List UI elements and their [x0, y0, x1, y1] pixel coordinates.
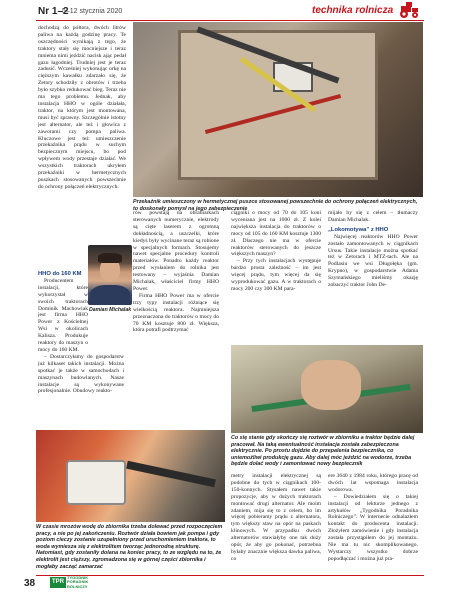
issue-number: Nr 1–2 [38, 6, 69, 17]
paragraph: dochodzą do półtora, dwóch litrów paliwa na każdą godzinę pracy. Te oszczędności wynikają z tego, że traktory stały się mocniejsze i teraz mniema nimi jeździć nacisk ając pedał gazu łagodniej. Trudniej jest je teraz zadusić. Wcześniej wykonując orkę na cięższym kawałku zdarzało się, że Zetory schodziły z obrotów i trzeba było szybko redukować bieg. Teraz nie ma tego problemu. Jednak, aby instalacja HHO w ogóle działała, traktor, na którym jest montowana, musi być sprawny. Szczególnie istotny jest alternator, ale też i głowica z zaworami czy pompa paliwa. Kluczowe jest też umieszczenie przekaźnika prądu w suchym bezpiecznym miejscu, bo pod wpływem wody przestaje działać. We wszystkich traktorach ukryłem przekaźniki w hermetycznych puszkach stosowanych powszechnie do ochrony połączeń elektrycznych. [38, 25, 126, 190]
paragraph: Firma HHO Power ma w ofercie trzy typy instalacji różniące się wielkością reaktora. Najmniejsza przeznaczona do traktorów o mocy do 70 KM kosztuje 800 zł. Większa, która potrafi podtrzymać [133, 292, 219, 334]
paragraph: mijało by się z celem – tłumaczy Damian Michalak. [328, 210, 418, 223]
photo3-caption: W czasie mrozów wodę do zbiornika trzeba dolewać przed rozpoczęciem pracy, a nie po jej zakończeniu. Roztwór działa bowiem jak pompa i gdy poziom cieczy zostanie uzupełniony przed uruchomieniem traktora, to woda wymiesza się z elektrolitem tworząc jednorodną strukturę. Natomiast, gdy zostaniły dolana na koniec pracy, to ze względu na to, że elektrolit jest cięższy, zgromadzona się w górnej części zbiornika i mogłaby zacząć zamarzać [36, 524, 223, 570]
article-column-4 [328, 210, 418, 342]
portrait-caption: Damian Michalak [89, 307, 132, 313]
relay-box-photo [133, 22, 423, 197]
photo1-caption: Przekaźnik umieszczony w hermetycznej puszce stosowanej powszechnie do ochrony połączeń elektrycznych, to doskonały pomysł na jego zabezpieczenie [133, 199, 418, 212]
paragraph: – Przy tych instalacjach występuje bardzo prosta zależność – im jest więcej prądu, tym więcej da się wyprodukować gazu. A w traktorach o mocy 200 czy 300 KM para- [231, 258, 321, 292]
page-number: 38 [24, 578, 36, 589]
paragraph: Producentem instalacji, które wykorzystał w swoich traktorach Dominik Machowiak jest firma HHO Power z Kościelnej Wsi w okolicach Kalisza. Produkuje reaktory do maszyn o mocy do 160 KM. [38, 277, 88, 353]
paragraph: rów powstają na obrabiarkach sterowanych numerycznie, elektrody są cięte laserem z ogromną dokładnością, a uszczelki, które kiedyś były wycinane teraz są robione w specjalnych formach. Stosujemy nawet specjalne procedury kontroli materiałów. Ponadto każdy reaktor przed wysłaniem do rolnika jest testowany – wyjaśnia Damian Michalak, właściciel firmy HHO Power. [133, 210, 219, 292]
subheading-hho: HHO do 160 KM [38, 271, 82, 277]
tractor-icon [398, 1, 420, 19]
paragraph: Najwięcej reaktorów HHO Power zostało zamontowanych w ciągnikach Ursus. Takie instalacje można spotkać też w Zetorach i MTZ-tach. Ale na Podlasiu we wsi Długołęka (gm. Krypno), w gospodarstwie Adama Szymańskiego mieliśmy okazję zobaczyć traktor John De- [328, 233, 418, 289]
article-column-1 [38, 25, 126, 270]
article-column-1-lower [38, 268, 124, 400]
section-title: technika rolnicza [312, 5, 394, 16]
paragraph: – Dostarczyłamy do gospodarstw już kilkaset takich instalacji. Można spotkać je także w samochodach i maszynach budowlanych. Nasze instalacje są wykonywane profesjonalnie. Obudowy reakto- [38, 353, 124, 395]
subheading-lokomotywa: „Lokomotywa” z HHO [328, 226, 389, 233]
paragraph: ciągniki o mocy od 70 do 105 koni wyceniana jest na 1000 zł. Z kolei największa instalacja do traktorów o mocy od 105 do 160 KM kosztuje 1300 zł. Dlaczego nie ma w ofercie reaktorów sterowanych do jeszcze większych maszyn? [231, 210, 321, 258]
water-tank-photo [231, 345, 423, 433]
engine-tank-photo [36, 430, 225, 522]
article-column-3-lower [231, 473, 321, 573]
issue-date: 5–12 stycznia 2020 [62, 8, 123, 15]
paragraph: – Dowiedziałem się o takiej instalacji od lekturze jednego z artykułów „Tygodnika Poradnika Rolniczego”. W internecie odnalazłem kontakt do producenta instalacji. Złożyłem zamówienie i gdy instalacja została przystąpiłem do jej montażu. Nie ma tu nic skomplikowanego. Wystarczy wszystko dobrze popodłączać i można już pra- [328, 493, 418, 562]
article-column-4-lower [328, 473, 418, 573]
tpr-logo: TPR [50, 577, 66, 588]
article-column-3 [231, 210, 321, 342]
paragraph: ere 3640 z 1984 roku, którego pracę od dwóch lat wspomaga instalacja wodorowa. [328, 473, 418, 493]
tpr-logo-subtitle: TYGODNIK PORADNIK ROLNICZY [67, 575, 89, 589]
photo2-caption: Co się stanie gdy skończy się roztwór w zbiorniku a traktor będzie dalej pracował. Na taką ewentualność instalacja została zabezpieczona elektrycznie. Po prostu dojdzie do przepalenia bezpiecznika, co uniemożliwi produkcję gazu. Aby dalej móc jeździć na wodorze, trzeba będzie dolać wody i zamontować nowy bezpiecznik [231, 435, 415, 468]
header-rule [36, 20, 424, 21]
paragraph: metry instalacji elektrycznej są podobne do tych w ciągnikach 100-150-konnych. Stysałem nawet takie propozycje, aby w dużych traktorach montować drugi alternator. Ale moim zdaniem, mija się to z celem, bo im więcej pobieramy prądu z alternatora, tym większy staw na opór na paskach klinowych. W przypadku dwóch alternatorów stawiałyby one tak duży opór, że aby go pokonać, potrzebna byłaby znacznie większa dawka paliwa, co [231, 473, 321, 562]
